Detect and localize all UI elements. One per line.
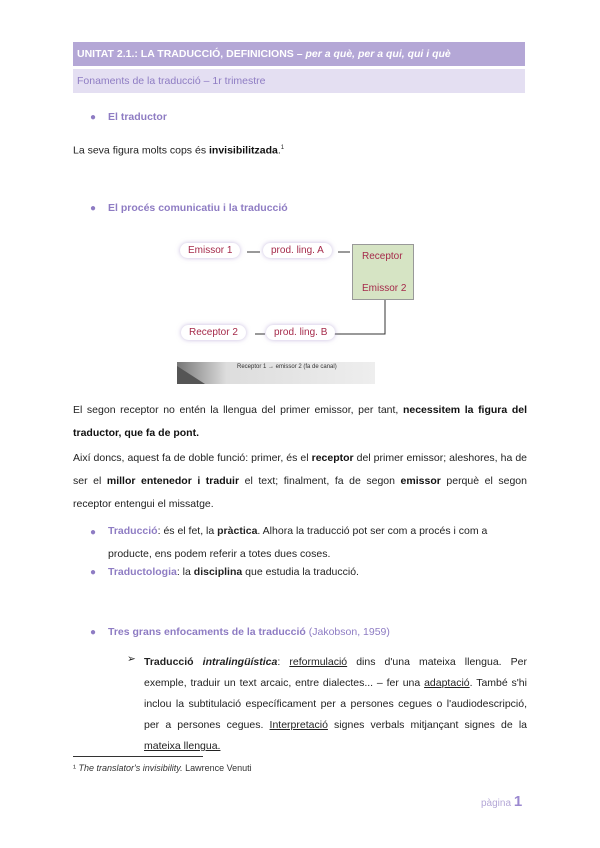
bullet-icon: ● xyxy=(90,567,97,578)
bullet-icon: ● xyxy=(90,112,97,123)
section-heading-proces: El procés comunicatiu i la traducció xyxy=(108,202,288,214)
bullet-icon: ● xyxy=(90,627,97,638)
footnote-divider xyxy=(73,756,203,757)
definition-traductologia: Traductologia: la disciplina que estudia la traducció. xyxy=(108,566,359,578)
page-number: pàgina 1 xyxy=(481,793,523,810)
definition-traduccio: Traducció: és el fet, la pràctica. Alhora la traducció pot ser com a procés i com a producte, ens podem referir a totes dues coses. xyxy=(108,525,488,560)
paragraph-invisibility: La seva figura molts cops és invisibilitzada.$^1$ xyxy=(73,144,285,157)
node-receptor-emissor2 xyxy=(352,244,414,300)
node-prod-b: prod. ling. B xyxy=(266,325,335,340)
bullet-icon: ● xyxy=(90,527,97,538)
label-receptor: Receptor xyxy=(362,251,403,262)
section-heading-traductor: El traductor xyxy=(108,111,167,123)
footnote-ref[interactable]: 1 xyxy=(280,145,285,151)
unit-subtitle: Fonaments de la traducció – 1r trimestre xyxy=(73,69,525,93)
strip-label: Receptor 1 → emissor 2 (fa de canal) xyxy=(237,364,337,370)
paragraph-double-function: Així doncs, aquest fa de doble funció: primer, és el receptor del primer emissor; aleshores, ha de ser el millor entenedor i traduir el text; finalment, fa de segon emissor perquè el segon receptor entengui el missatge. xyxy=(73,452,527,510)
section-heading-enfocaments: Tres grans enfocaments de la traducció (Jakobson, 1959) xyxy=(108,626,390,638)
footnote: ¹ The translator's invisibility. Lawrence Venuti xyxy=(73,763,252,773)
communication-diagram xyxy=(175,236,415,386)
node-emissor1: Emissor 1 xyxy=(180,243,240,258)
node-receptor2: Receptor 2 xyxy=(181,325,246,340)
unit-title: UNITAT 2.1.: LA TRADUCCIÓ, DEFINICIONS – per a què, per a qui, qui i què xyxy=(73,42,525,66)
approach-intralinguistic: Traducció intralingüística: reformulació dins d'una mateixa llengua. Per exemple, traduir un text arcaic, entre dialectes... – fer una adaptació. També s'hi inclou la subtitulació específicament per a persones cegues o l'audiodescripció, per a persones cegues. Interpretació signes verbals mitjançant signes de la mateixa llengua. xyxy=(144,656,528,752)
node-prod-a: prod. ling. A xyxy=(263,243,332,258)
paragraph-second-receptor: El segon receptor no entén la llengua del primer emissor, per tant, necessitem la figura del traductor, que fa de pont. xyxy=(73,404,527,439)
label-emissor2: Emissor 2 xyxy=(362,283,407,294)
bullet-icon: ● xyxy=(90,203,97,214)
arrow-bullet-icon: ➢ xyxy=(127,653,136,665)
